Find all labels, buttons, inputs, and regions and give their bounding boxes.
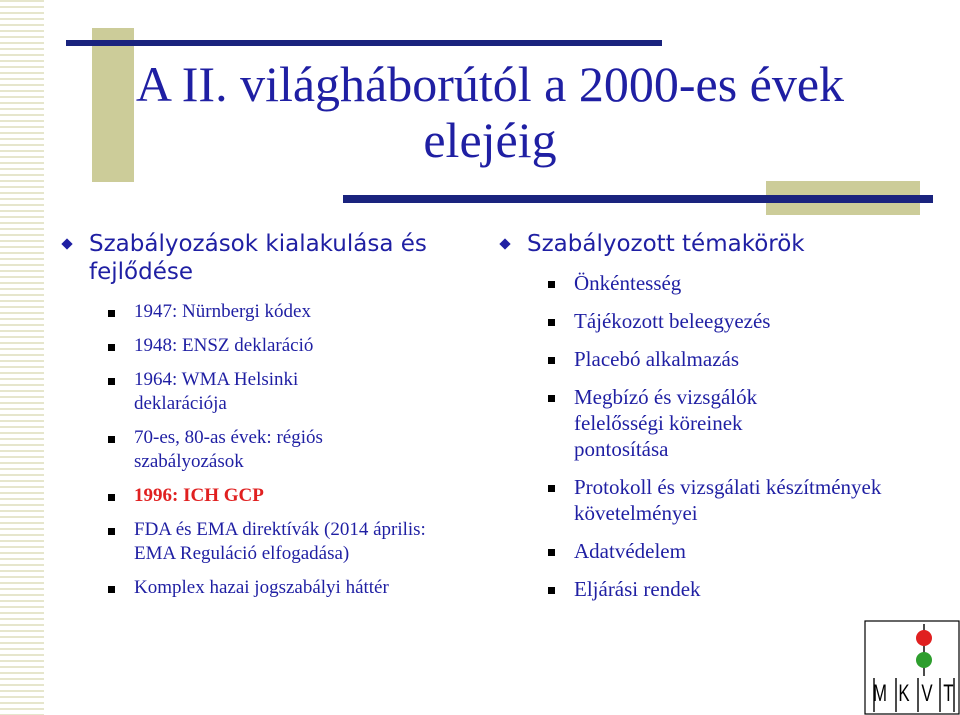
title-bottom-rule [343,195,933,203]
list-item: Adatvédelem [544,538,918,564]
diamond-bullet-icon [61,238,72,249]
list-item: 1948: ENSZ deklaráció [104,334,470,358]
diamond-bullet-icon [499,238,510,249]
right-column [498,230,918,614]
list-item: Megbízó és vizsgálók felelősségi köreinek pontosítása [544,384,834,462]
logo-letters: M K V T [873,680,954,707]
list-item: Komplex hazai jogszabályi háttér [104,576,470,600]
list-item: 1964: WMA Helsinki deklarációja [104,368,374,416]
square-bullet-icon [108,586,115,593]
square-bullet-icon [548,395,555,402]
left-heading [60,230,470,286]
title-top-rule [66,40,662,46]
square-bullet-icon [108,528,115,535]
square-bullet-icon [548,485,555,492]
square-bullet-icon [548,587,555,594]
square-bullet-icon [108,310,115,317]
list-item: Eljárási rendek [544,576,918,602]
list-item: Tájékozott beleegyezés [544,308,918,334]
list-item: Önkéntesség [544,270,918,296]
square-bullet-icon [108,378,115,385]
list-item: Protokoll és vizsgálati készítmények követelményei [544,474,914,526]
list-item: 1947: Nürnbergi kódex [104,300,470,324]
list-item: 70-es, 80-as évek: régiós szabályozások [104,426,404,474]
square-bullet-icon [108,494,115,501]
left-column [60,230,470,610]
right-heading [498,230,918,258]
left-heading-text: Szabályozások kialakulása és fejlődése [89,231,427,285]
square-bullet-icon [108,436,115,443]
list-item: FDA és EMA direktívák (2014 április: EMA Reguláció elfogadása) [104,518,454,566]
list-item: Placebó alkalmazás [544,346,918,372]
mkvt-logo [864,620,960,715]
right-list [544,270,918,602]
square-bullet-icon [108,344,115,351]
decorative-stripes [0,0,44,715]
square-bullet-icon [548,549,555,556]
right-heading-text: Szabályozott témakörök [527,231,805,257]
left-list [104,300,470,600]
square-bullet-icon [548,281,555,288]
square-bullet-icon [548,357,555,364]
square-bullet-icon [548,319,555,326]
slide-title: A II. világháborútól a 2000-es évek elejéig [135,56,845,168]
list-item-highlight: 1996: ICH GCP [104,484,470,508]
